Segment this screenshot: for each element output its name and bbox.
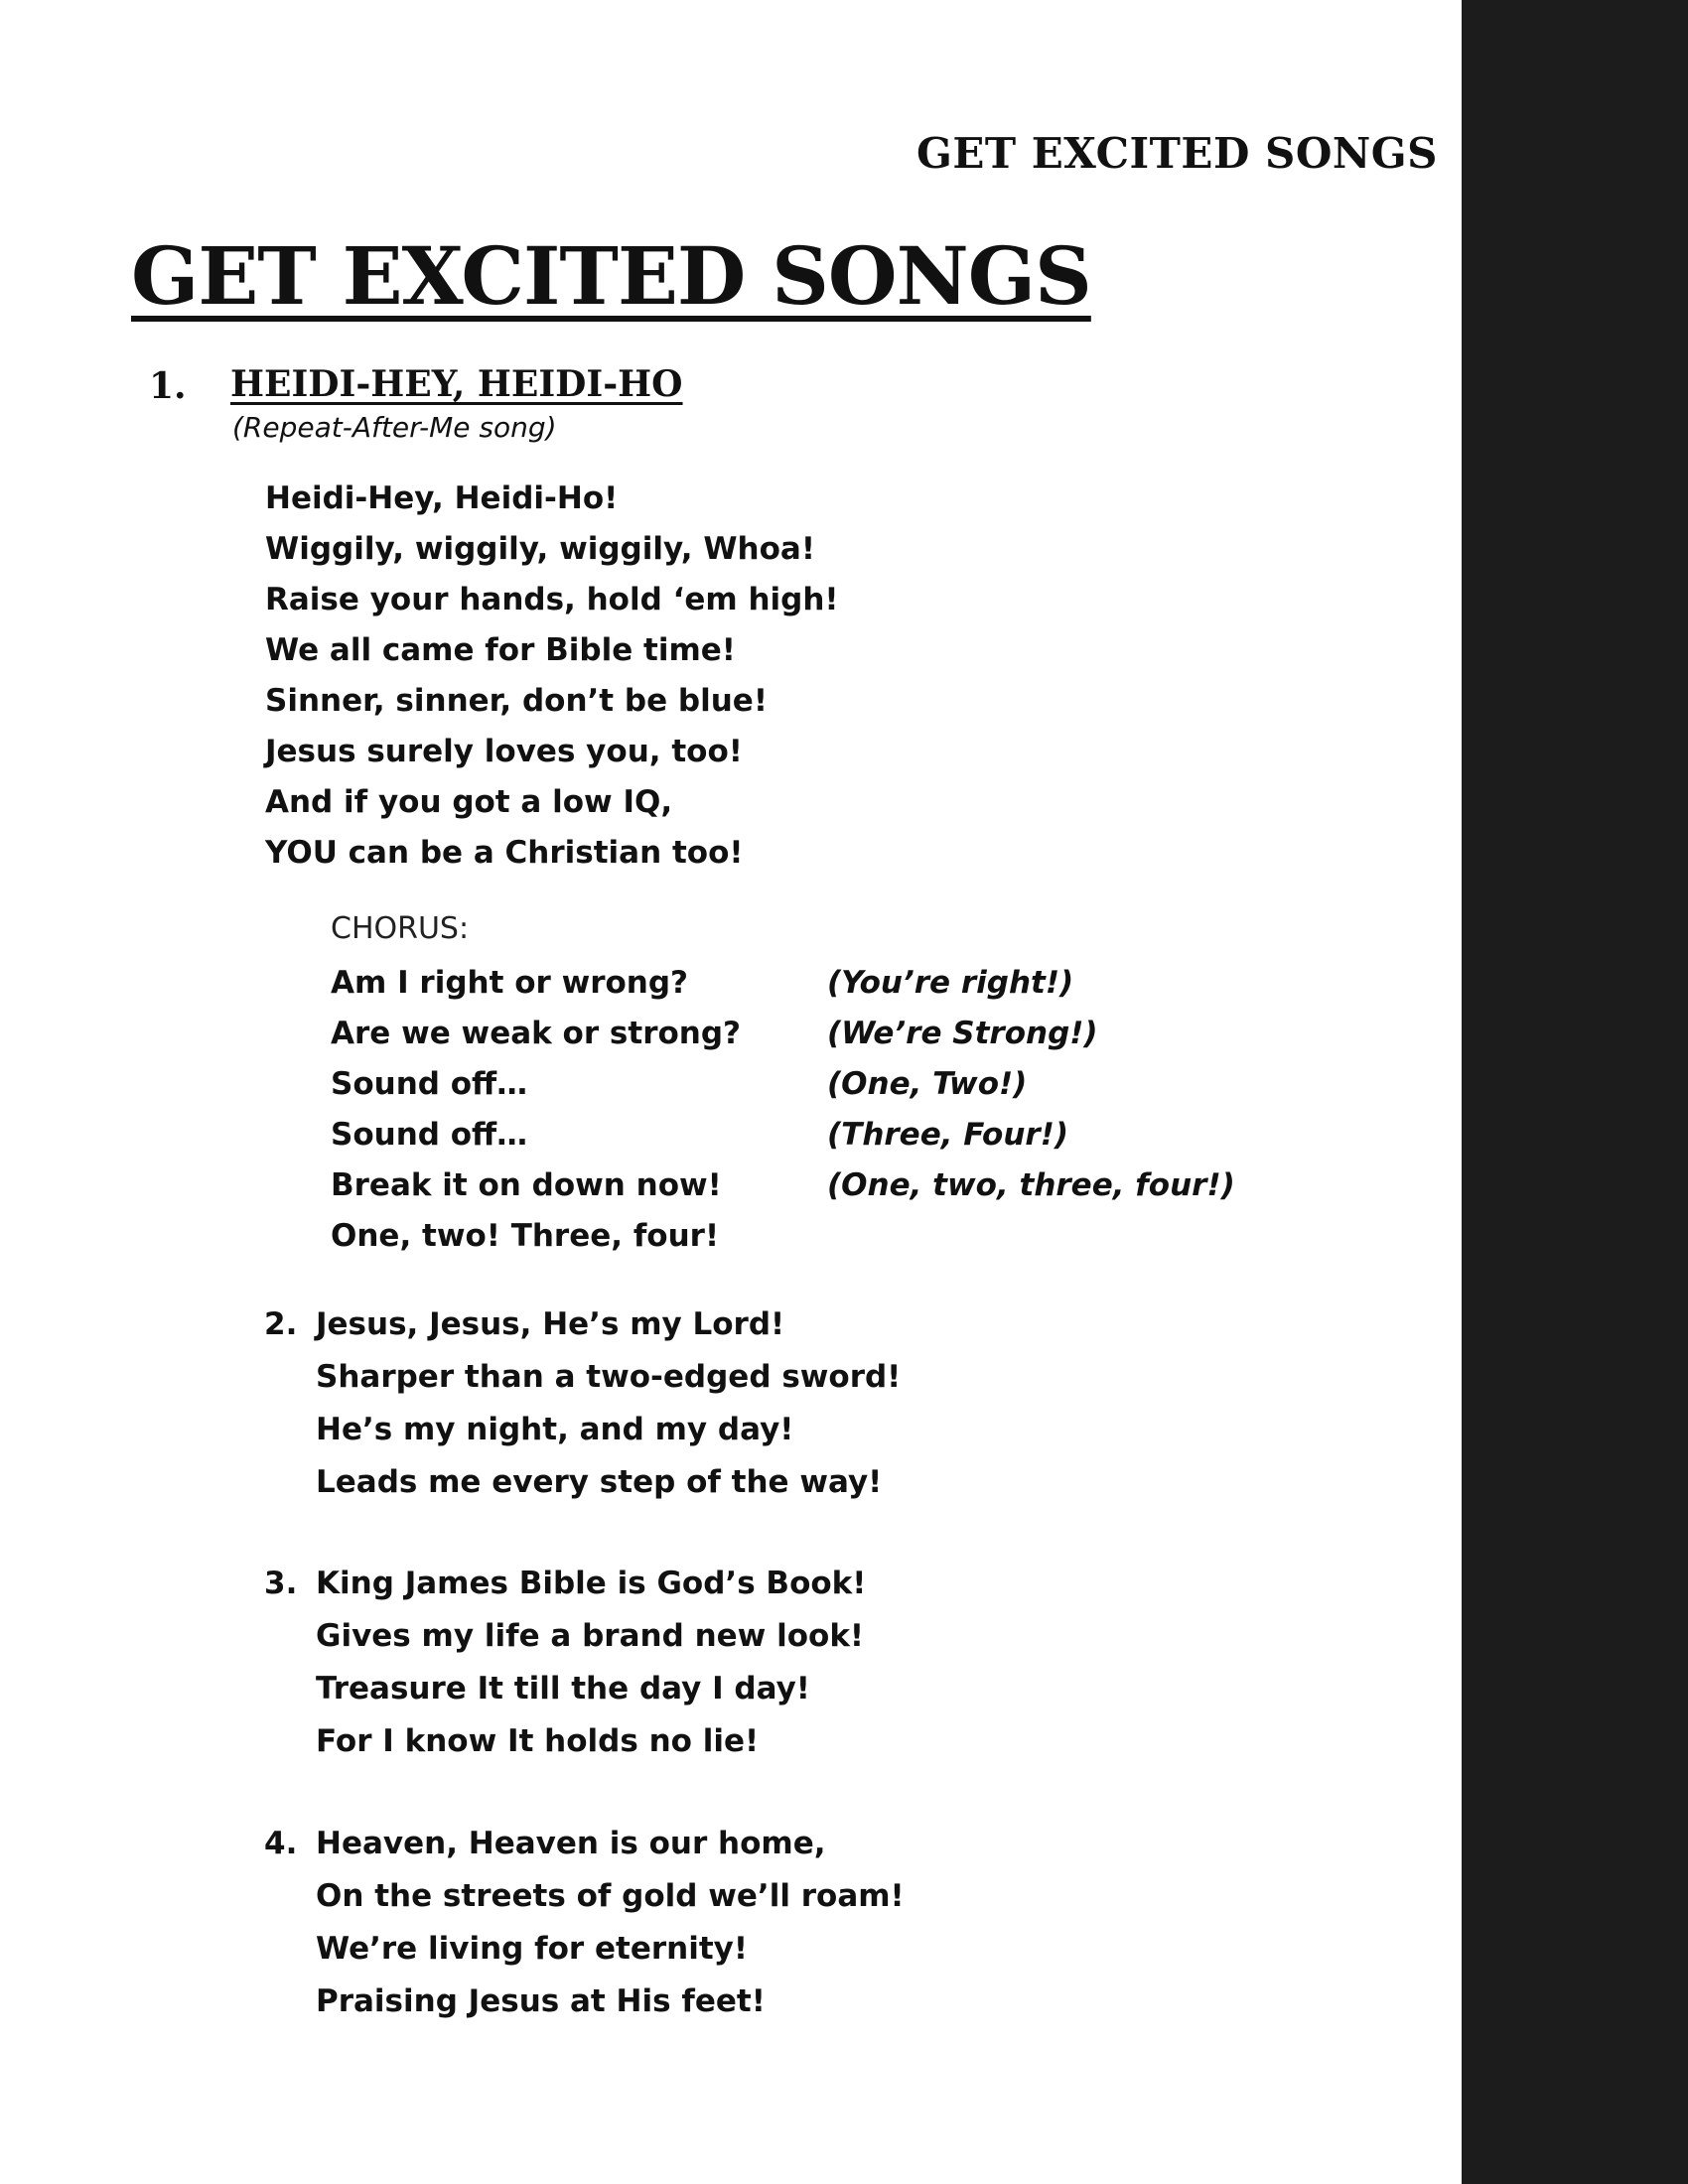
running-header: GET EXCITED SONGS: [915, 129, 1438, 178]
verse-number: 4.: [264, 1826, 298, 1861]
chorus-responses: [827, 958, 1235, 1211]
lyric-line: Jesus surely loves you, too!: [265, 734, 743, 769]
song-subtitle: (Repeat-After-Me song): [232, 411, 557, 444]
chorus-line: One, two! Three, four!: [331, 1218, 720, 1254]
lyric-line: He’s my night, and my day!: [316, 1412, 794, 1447]
chorus-lines: [331, 958, 741, 1262]
lyric-line: Gives my life a brand new look!: [316, 1618, 865, 1654]
chorus-line: Am I right or wrong?: [331, 965, 689, 1001]
page-side-bar: [1462, 0, 1688, 2184]
lyric-line: Praising Jesus at His feet!: [316, 1983, 766, 2019]
lyric-line: Wiggily, wiggily, wiggily, Whoa!: [265, 531, 815, 567]
lyric-line: Leads me every step of the way!: [316, 1464, 883, 1500]
lyric-line: And if you got a low IQ,: [265, 784, 673, 820]
lyric-line: YOU can be a Christian too!: [265, 835, 744, 871]
chorus-response: (One, two, three, four!): [827, 1167, 1235, 1203]
lyric-line: Sharper than a two-edged sword!: [316, 1359, 902, 1395]
chorus-response: (Three, Four!): [827, 1117, 1069, 1153]
lyric-line: Heidi-Hey, Heidi-Ho!: [265, 480, 619, 516]
chorus-line: Break it on down now!: [331, 1167, 722, 1203]
chorus-line: Sound off…: [331, 1117, 528, 1153]
lyric-line: Jesus, Jesus, He’s my Lord!: [316, 1306, 785, 1342]
verse-1: [265, 474, 839, 879]
song-title: HEIDI-HEY, HEIDI-HO: [230, 363, 683, 405]
verse-number: 2.: [264, 1306, 298, 1342]
chorus-response: (We’re Strong!): [827, 1016, 1098, 1051]
song-number: 1.: [149, 365, 187, 407]
lyric-line: Raise your hands, hold ‘em high!: [265, 582, 839, 617]
chorus-response: (You’re right!): [827, 965, 1074, 1001]
chorus-line: Sound off…: [331, 1066, 528, 1102]
lyric-line: We’re living for eternity!: [316, 1931, 749, 1967]
lyric-line: Treasure It till the day I day!: [316, 1671, 810, 1706]
lyric-line: On the streets of gold we’ll roam!: [316, 1878, 905, 1914]
lyric-line: Heaven, Heaven is our home,: [316, 1826, 826, 1861]
chorus-label: CHORUS:: [331, 911, 470, 946]
page-title: GET EXCITED SONGS: [131, 229, 1091, 323]
lyric-line: We all came for Bible time!: [265, 632, 736, 668]
lyric-line: King James Bible is God’s Book!: [316, 1566, 867, 1601]
chorus-line: Are we weak or strong?: [331, 1016, 742, 1051]
lyric-line: Sinner, sinner, don’t be blue!: [265, 683, 768, 719]
chorus-response: (One, Two!): [827, 1066, 1028, 1102]
verse-number: 3.: [264, 1566, 298, 1601]
lyric-line: For I know It holds no lie!: [316, 1723, 760, 1759]
